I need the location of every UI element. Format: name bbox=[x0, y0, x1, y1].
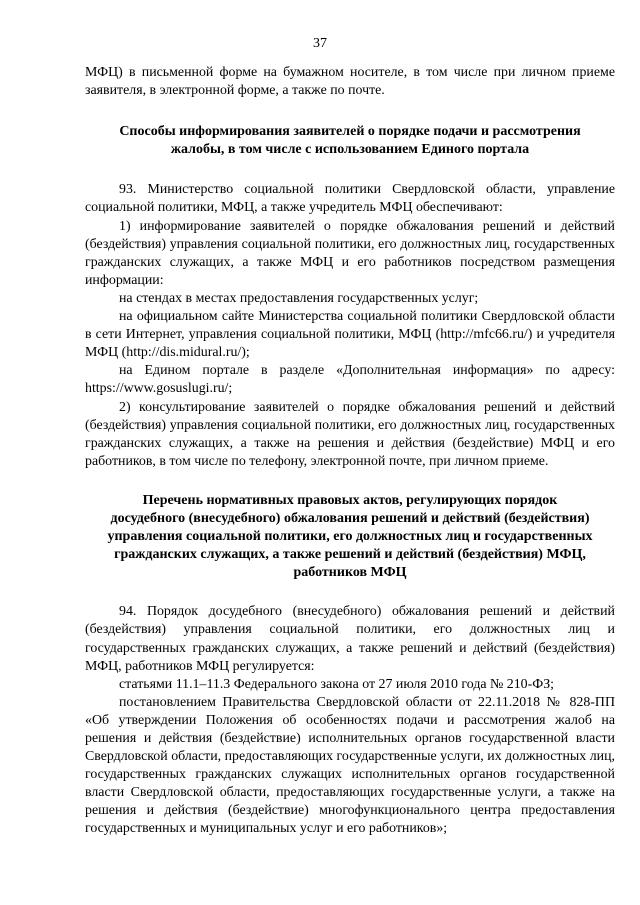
section-body-legal-acts bbox=[85, 603, 615, 838]
heading-line: Способы информирования заявителей о порядке подачи и рассмотрения bbox=[119, 124, 581, 140]
list-item-unified-portal: на Едином портале в разделе «Дополнительная информация» по адресу: https://www.gosuslugi.ru/; bbox=[85, 363, 615, 397]
heading-line: досудебного (внесудебного) обжалования решений и действий (бездействия) bbox=[110, 510, 590, 526]
page-number: 37 bbox=[313, 36, 327, 51]
page-content bbox=[85, 64, 615, 839]
list-item-government-decree: постановлением Правительства Свердловской области от 22.11.2018 № 828-ПП «Об утверждении Положения об особенностях подачи и рассмотрения жалоб на решения и действия (бездействие) исполнительных органов государственной власти Свердловской области, предоставляющих государственные услуги, их должностных лиц, государственных гражданских служащих исполнительных органов государственной власти Свердловской области, предоставляющих государственные услуги, а также на решения и действия (бездействие) многофункционального центра предоставления государственных и муниципальных услуг и его работников»; bbox=[85, 694, 615, 837]
list-item-stands: на стендах в местах предоставления государственных услуг; bbox=[119, 290, 479, 306]
list-item-consulting: 2) консультирование заявителей о порядке обжалования решений и действий (бездействия) управления социальной политики, его должностных лиц, государственных гражданских служащих, а также на решения и действия (бездействие) МФЦ и его работников, в том числе по телефону, электронной почте, при личном приеме. bbox=[85, 399, 615, 469]
section-body-informing bbox=[85, 181, 615, 471]
heading-line: работников МФЦ bbox=[293, 565, 407, 581]
section-heading-legal-acts bbox=[95, 492, 605, 582]
list-item-official-site: на официальном сайте Министерства социальной политики Свердловской области в сети Интернет, управления социальной политики, МФЦ (http://mfc66.ru/) и учредителя МФЦ (http://dis.midural.ru/); bbox=[85, 309, 615, 361]
heading-line: Перечень нормативных правовых актов, регулирующих порядок bbox=[142, 492, 558, 508]
section-heading-informing bbox=[95, 123, 605, 159]
heading-line: жалобы, в том числе с использованием Единого портала bbox=[170, 142, 530, 158]
paragraph-94: 94. Порядок досудебного (внесудебного) обжалования решений и действий (бездействия) управления социальной политики, его должностных лиц и государственных гражданских служащих, а также решений и действий (бездействия) МФЦ, работников МФЦ регулируется: bbox=[85, 604, 615, 674]
heading-line: управления социальной политики, его должностных лиц и государственных bbox=[107, 529, 593, 545]
paragraph-93: 93. Министерство социальной политики Свердловской области, управление социальной политики, МФЦ, а также учредитель МФЦ обеспечивают: bbox=[85, 182, 615, 216]
list-item-federal-law: статьями 11.1–11.3 Федерального закона от 27 июля 2010 года № 210-ФЗ; bbox=[119, 676, 555, 692]
intro-paragraph: МФЦ) в письменной форме на бумажном носителе, в том числе при личном приеме заявителя, в электронной форме, а также по почте. bbox=[85, 65, 615, 99]
heading-line: гражданских служащих, а также решений и действий (бездействия) МФЦ, bbox=[114, 547, 586, 563]
list-item-informing: 1) информирование заявителей о порядке обжалования решений и действий (бездействия) управления социальной политики, его должностных лиц, государственных гражданских служащих, а также МФЦ и его работников посредством размещения информации: bbox=[85, 218, 615, 288]
